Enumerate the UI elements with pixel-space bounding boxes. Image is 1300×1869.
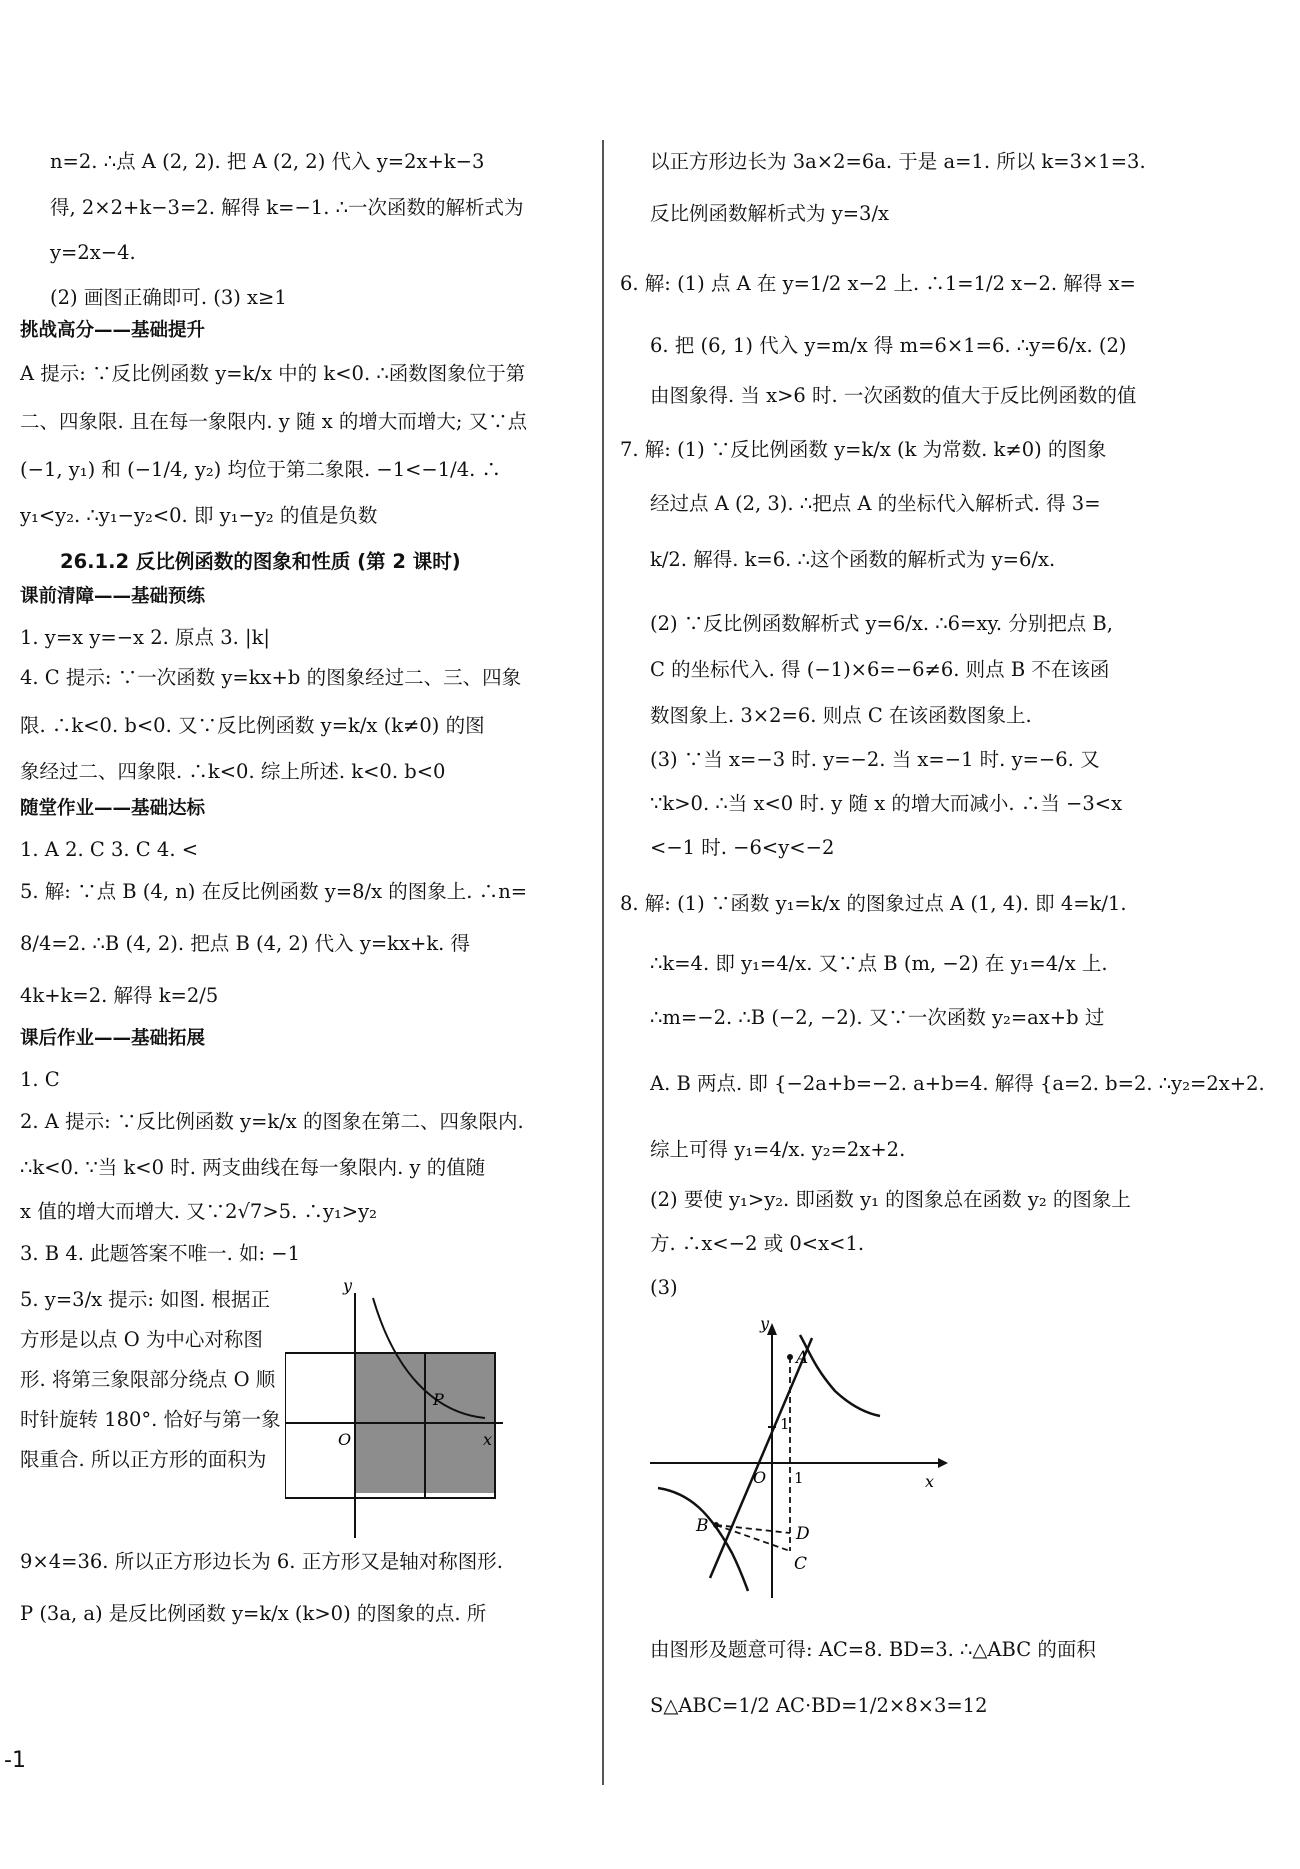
tick-x-1: 1 <box>794 1469 804 1487</box>
text-line: S△ABC=1/2 AC·BD=1/2×8×3=12 <box>650 1694 988 1717</box>
text-line: 2. A 提示: ∵反比例函数 y=k/x 的图象在第二、四象限内. <box>20 1110 524 1133</box>
text-line: n=2. ∴点 A (2, 2). 把 A (2, 2) 代入 y=2x+k−3 <box>50 150 485 173</box>
text-line: C 的坐标代入. 得 (−1)×6=−6≠6. 则点 B 不在该函 <box>650 658 1110 681</box>
text-line: 限. ∴k<0. b<0. 又∵反比例函数 y=k/x (k≠0) 的图 <box>20 714 485 737</box>
text-line: 6. 解: (1) 点 A 在 y=1/2 x−2 上. ∴1=1/2 x−2. 解得 x= <box>620 272 1136 295</box>
section-heading: 挑战高分——基础提升 <box>20 320 206 341</box>
tick-y-1: 1 <box>780 1415 790 1433</box>
subsection-title: 26.1.2 反比例函数的图象和性质 (第 2 课时) <box>60 550 461 573</box>
text-line: 5. 解: ∵点 B (4, n) 在反比例函数 y=8/x 的图象上. ∴n= <box>20 880 528 903</box>
text-line: A 提示: ∵反比例函数 y=k/x 中的 k<0. ∴函数图象位于第 <box>20 362 526 385</box>
point-c-label: C <box>794 1554 808 1574</box>
point-p-label: P <box>433 1390 444 1409</box>
text-line: 方. ∴x<−2 或 0<x<1. <box>650 1232 865 1255</box>
text-line: 综上可得 y₁=4/x. y₂=2x+2. <box>650 1138 906 1161</box>
origin-label: O <box>753 1468 767 1487</box>
section-heading: 随堂作业——基础达标 <box>20 798 206 819</box>
q5-text: 5. y=3/x 提示: 如图. 根据正方形是以点 O 为中心对称图形. 将第三象限部分绕点 O 顺时针旋转 180°. 恰好与第一象限重合. 所以正方形的面积为 <box>20 1288 281 1471</box>
origin-label: O <box>338 1430 352 1449</box>
text-line: 4k+k=2. 解得 k=2/5 <box>20 984 219 1007</box>
text-line: 反比例函数解析式为 y=3/x <box>650 202 890 225</box>
point-d-label: D <box>796 1524 810 1544</box>
text-line: 1. A 2. C 3. C 4. < <box>20 838 199 861</box>
text-line: 经过点 A (2, 3). ∴把点 A 的坐标代入解析式. 得 3= <box>650 492 1101 515</box>
text-line: 象经过二、四象限. ∴k<0. 综上所述. k<0. b<0 <box>20 760 446 783</box>
x-label: x <box>925 1472 935 1491</box>
text-line: 9×4=36. 所以正方形边长为 6. 正方形又是轴对称图形. <box>20 1550 503 1573</box>
section-heading: 课前清障——基础预练 <box>20 586 206 607</box>
text-line: 4. C 提示: ∵一次函数 y=kx+b 的图象经过二、三、四象 <box>20 666 522 689</box>
function-graph-figure <box>650 1313 950 1603</box>
text-line: 由图象得. 当 x>6 时. 一次函数的值大于反比例函数的值 <box>650 384 1137 407</box>
text-line: 8. 解: (1) ∵函数 y₁=k/x 的图象过点 A (1, 4). 即 4=k/1. <box>620 892 1127 915</box>
square-hyperbola-figure <box>285 1273 605 1548</box>
text-line: 得, 2×2+k−3=2. 解得 k=−1. ∴一次函数的解析式为 <box>50 196 524 219</box>
y-label: y <box>760 1314 770 1333</box>
text-line: 8/4=2. ∴B (4, 2). 把点 B (4, 2) 代入 y=kx+k. 得 <box>20 932 471 955</box>
text-line: k/2. 解得. k=6. ∴这个函数的解析式为 y=6/x. <box>650 548 1056 571</box>
text-line: y=2x−4. <box>50 241 136 264</box>
text-line: 1. y=x y=−x 2. 原点 3. |k| <box>20 626 271 649</box>
text-line: (2) 画图正确即可. (3) x≥1 <box>50 286 287 309</box>
text-line: 以正方形边长为 3a×2=6a. 于是 a=1. 所以 k=3×1=3. <box>650 150 1146 173</box>
text-line: ∵k>0. ∴当 x<0 时. y 随 x 的增大而减小. ∴当 −3<x <box>650 792 1123 815</box>
text-line: (−1, y₁) 和 (−1/4, y₂) 均位于第二象限. −1<−1/4. ∴ <box>20 458 502 481</box>
hyperbola-q1-branch <box>800 1335 880 1416</box>
text-line: A. B 两点. 即 {−2a+b=−2. a+b=4. 解得 {a=2. b=2. ∴y₂=2x+2. <box>650 1072 1265 1095</box>
text-line: ∴m=−2. ∴B (−2, −2). 又∵一次函数 y₂=ax+b 过 <box>650 1006 1105 1029</box>
text-line: 7. 解: (1) ∵反比例函数 y=k/x (k 为常数. k≠0) 的图象 <box>620 438 1107 461</box>
text-line: 由图形及题意可得: AC=8. BD=3. ∴△ABC 的面积 <box>650 1638 1096 1661</box>
text-line: 3. B 4. 此题答案不唯一. 如: −1 <box>20 1242 301 1265</box>
point-a-label: A <box>796 1348 809 1368</box>
text-line: (2) ∵反比例函数解析式 y=6/x. ∴6=xy. 分别把点 B, <box>650 612 1113 635</box>
section-heading: 课后作业——基础拓展 <box>20 1028 206 1049</box>
text-line: (2) 要使 y₁>y₂. 即函数 y₁ 的图象总在函数 y₂ 的图象上 <box>650 1188 1131 1211</box>
text-line: y₁<y₂. ∴y₁−y₂<0. 即 y₁−y₂ 的值是负数 <box>20 504 378 527</box>
text-line: x 值的增大而增大. 又∵2√7>5. ∴y₁>y₂ <box>20 1200 377 1223</box>
x-label: x <box>483 1430 493 1449</box>
text-line: (3) ∵当 x=−3 时. y=−2. 当 x=−1 时. y=−6. 又 <box>650 748 1100 771</box>
page-number: -1 <box>4 1748 26 1773</box>
text-line: 6. 把 (6, 1) 代入 y=m/x 得 m=6×1=6. ∴y=6/x. (2) <box>650 334 1127 357</box>
text-line: 二、四象限. 且在每一象限内. y 随 x 的增大而增大; 又∵点 <box>20 410 528 433</box>
text-line: 1. C <box>20 1068 60 1091</box>
text-line: P (3a, a) 是反比例函数 y=k/x (k>0) 的图象的点. 所 <box>20 1602 487 1625</box>
text-line: ∴k<0. ∵当 k<0 时. 两支曲线在每一象限内. y 的值随 <box>20 1156 486 1179</box>
hyperbola-q3-branch <box>658 1488 748 1591</box>
point-a <box>787 1354 793 1360</box>
text-line: (3) <box>650 1276 678 1299</box>
text-line: ∴k=4. 即 y₁=4/x. 又∵点 B (m, −2) 在 y₁=4/x 上. <box>650 952 1108 975</box>
text-line: 数图象上. 3×2=6. 则点 C 在该函数图象上. <box>650 704 1032 727</box>
y-label: y <box>343 1276 353 1295</box>
text-line: <−1 时. −6<y<−2 <box>650 836 835 859</box>
point-b <box>713 1522 719 1528</box>
point-b-label: B <box>696 1516 709 1536</box>
